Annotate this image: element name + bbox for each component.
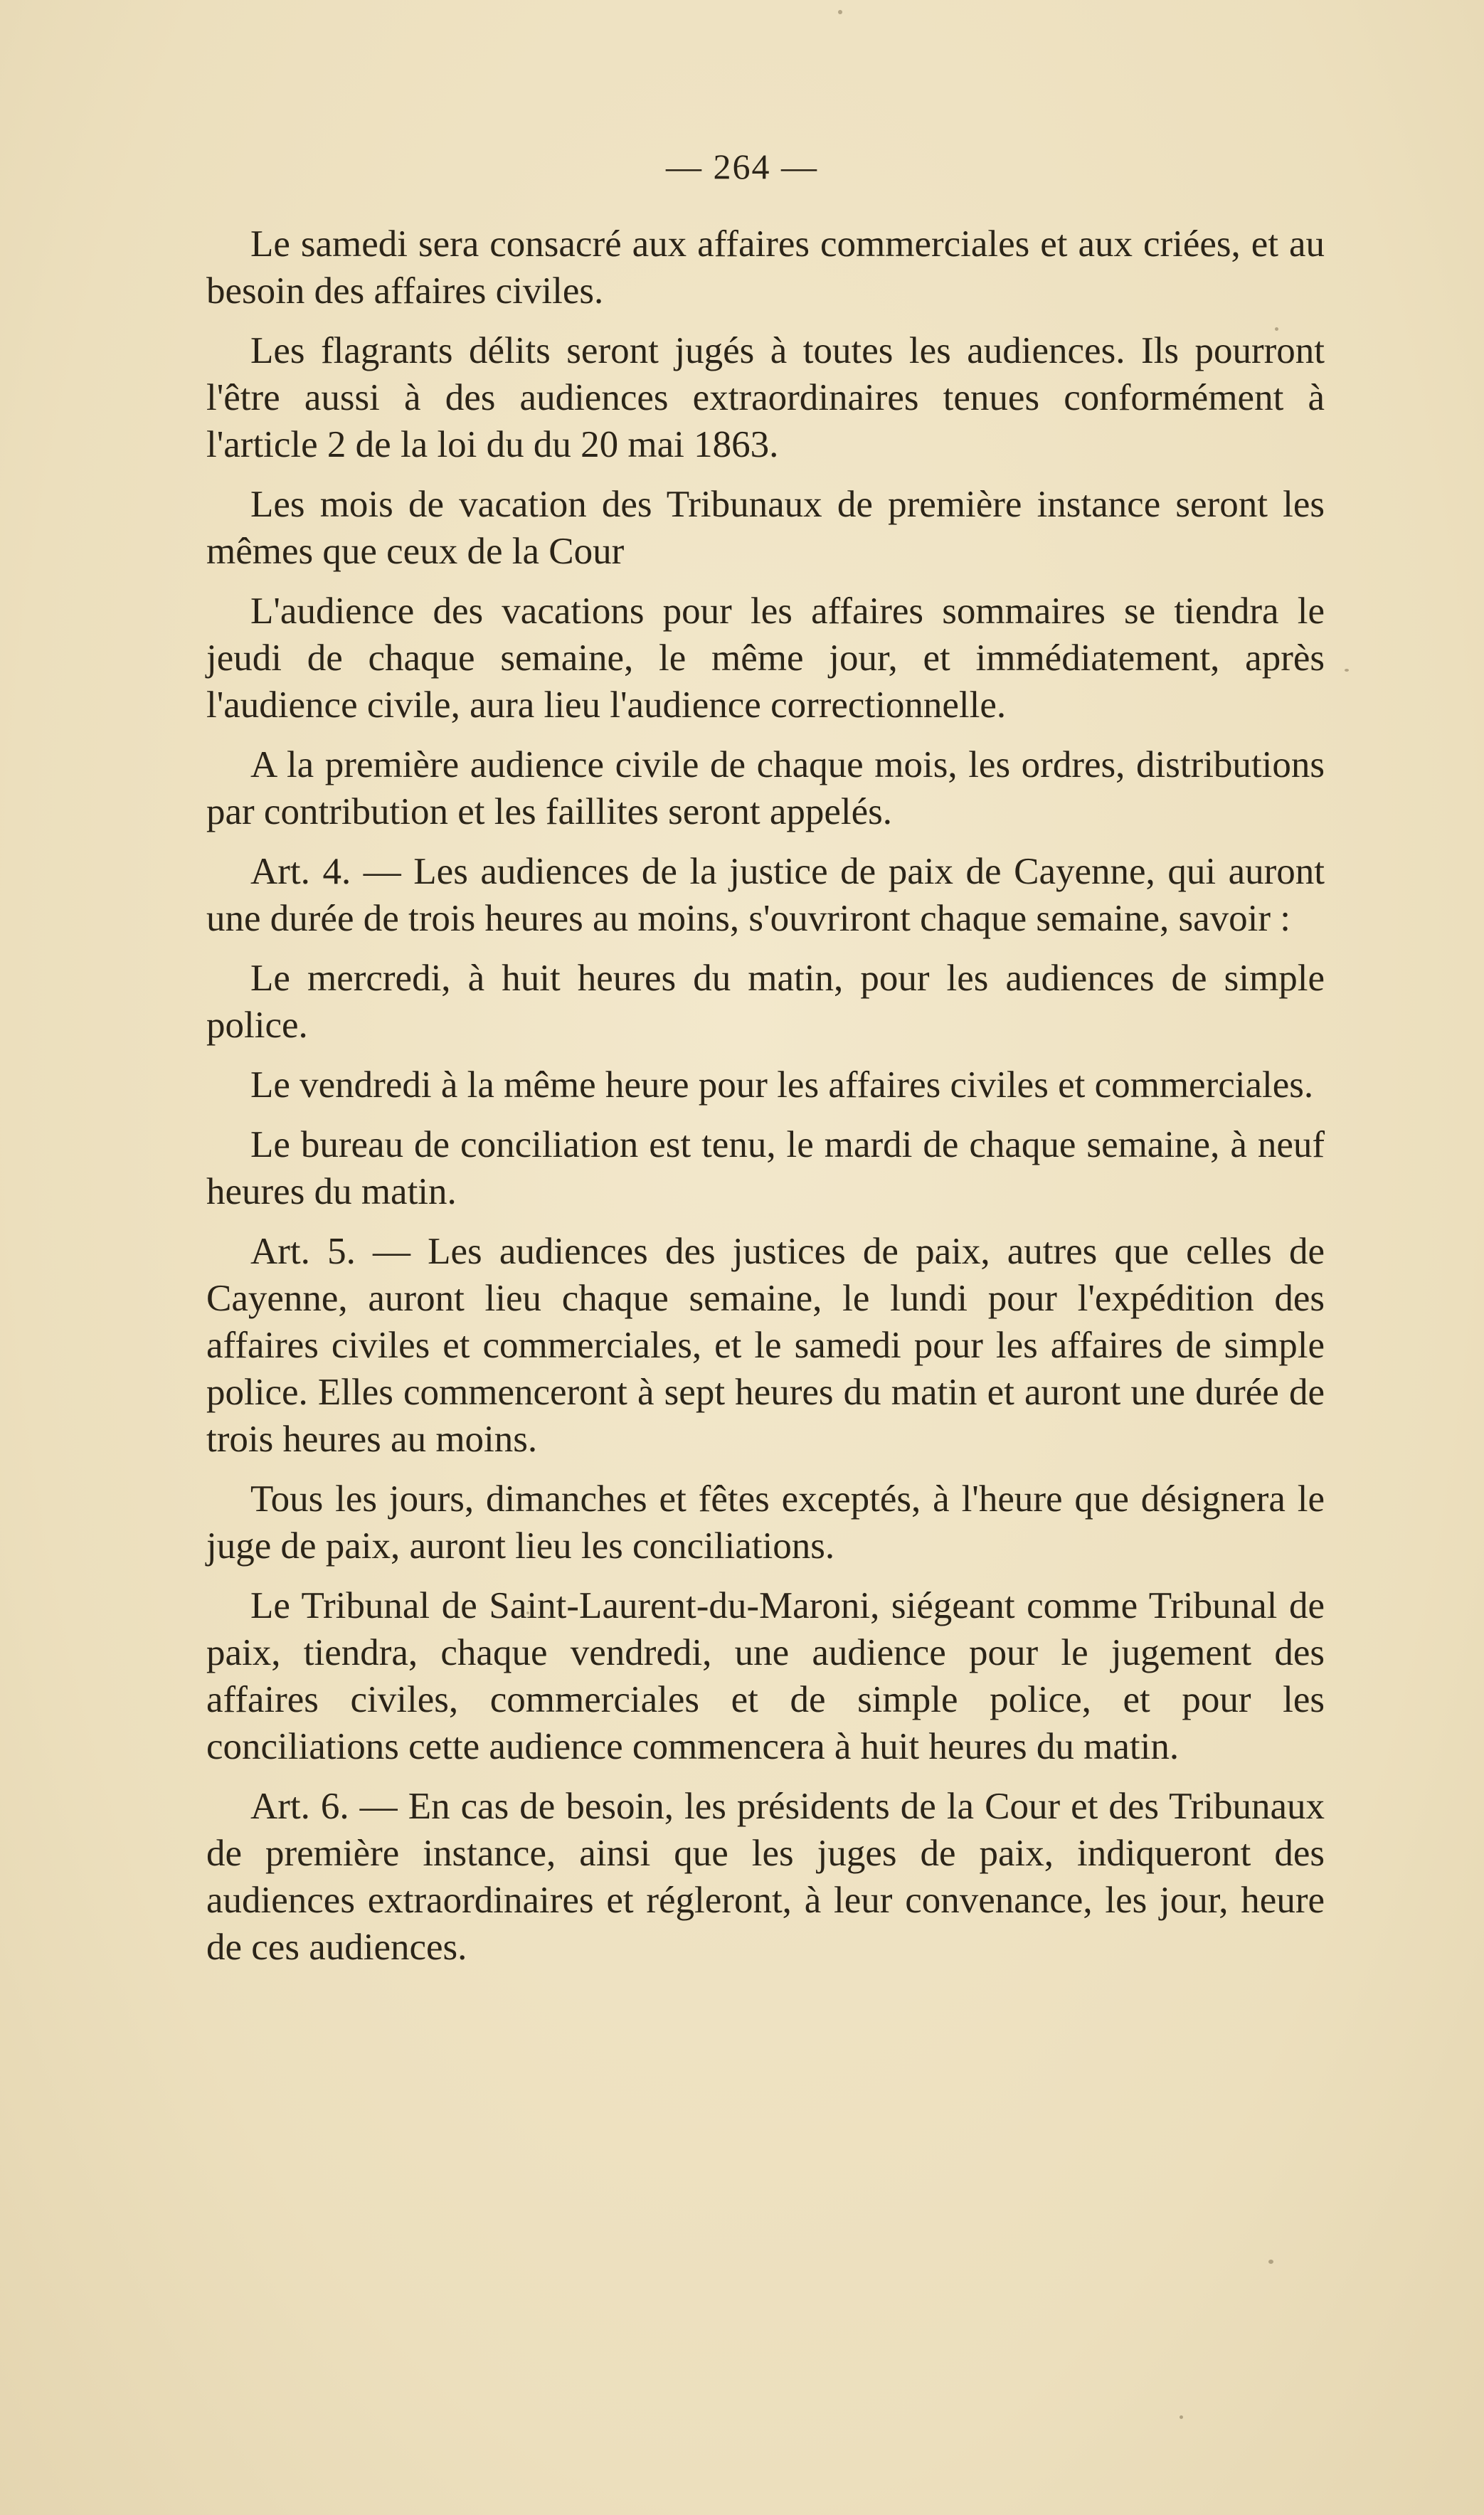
paragraph-article-4: Art. 4. — Les audiences de la justice de paix de Cayenne, qui auront une durée de trois heures au moins, s'ouvriront chaque semaine, savoir :: [206, 851, 1325, 939]
paragraph-tous-les-jours: Tous les jours, dimanches et fêtes exceptés, à l'heure que désignera le juge de paix, auront lieu les conciliations.: [206, 1478, 1325, 1567]
paragraph-bureau-conciliation: Le bureau de conciliation est tenu, le mardi de chaque semaine, à neuf heures du matin.: [206, 1124, 1325, 1212]
paragraph-audience-des-vacations: L'audience des vacations pour les affaires sommaires se tiendra le jeudi de chaque semaine, le même jour, et immédiatement, après l'audience civile, aura lieu l'audience correctionnelle.: [206, 591, 1325, 726]
paragraph-mois-de-vacation: Les mois de vacation des Tribunaux de première instance seront les mêmes que ceux de la Cour: [206, 484, 1325, 572]
paper-speck: [1180, 2415, 1183, 2419]
paper-speck: [1268, 2260, 1273, 2264]
paragraph-samedi: Le samedi sera consacré aux affaires commerciales et aux criées, et au besoin des affaires civiles.: [206, 223, 1325, 312]
paragraph-article-6: Art. 6. — En cas de besoin, les présidents de la Cour et des Tribunaux de première instance, ainsi que les juges de paix, indiqueront des audiences extraordinaires et régleront, à leur convenance, les jour, heure de ces audiences.: [206, 1786, 1325, 1968]
paragraph-article-5: Art. 5. — Les audiences des justices de paix, autres que celles de Cayenne, auront lieu chaque semaine, le lundi pour l'expédition des affaires civiles et commerciales, et le samedi pour les affaires de simple police. Elles commenceront à sept heures du matin et auront une durée de trois heures au moins.: [206, 1231, 1325, 1460]
body-text: [206, 221, 1325, 1984]
paragraph-vendredi: Le vendredi à la même heure pour les affaires civiles et commerciales.: [250, 1064, 1314, 1106]
paragraph-mercredi: Le mercredi, à huit heures du matin, pour les audiences de simple police.: [206, 958, 1325, 1046]
paragraph-saint-laurent: Le Tribunal de Saint-Laurent-du-Maroni, siégeant comme Tribunal de paix, tiendra, chaque vendredi, une audience pour le jugement des affaires civiles, commerciales et de simple police, et pour les conciliations cette audience commencera à huit heures du matin.: [206, 1585, 1325, 1767]
paragraph-flagrants-delits: Les flagrants délits seront jugés à toutes les audiences. Ils pourront l'être aussi à des audiences extraordinaires tenues conformément à l'article 2 de la loi du du 20 mai 1863.: [206, 330, 1325, 465]
paper-speck: [1275, 327, 1278, 331]
paper-speck: [838, 10, 842, 14]
page-number: — 264 —: [666, 147, 818, 186]
paper-speck: [526, 1611, 529, 1614]
paragraph-premiere-audience: A la première audience civile de chaque mois, les ordres, distributions par contribution et les faillites seront appelés.: [206, 744, 1325, 832]
paper-speck: [1345, 669, 1349, 672]
